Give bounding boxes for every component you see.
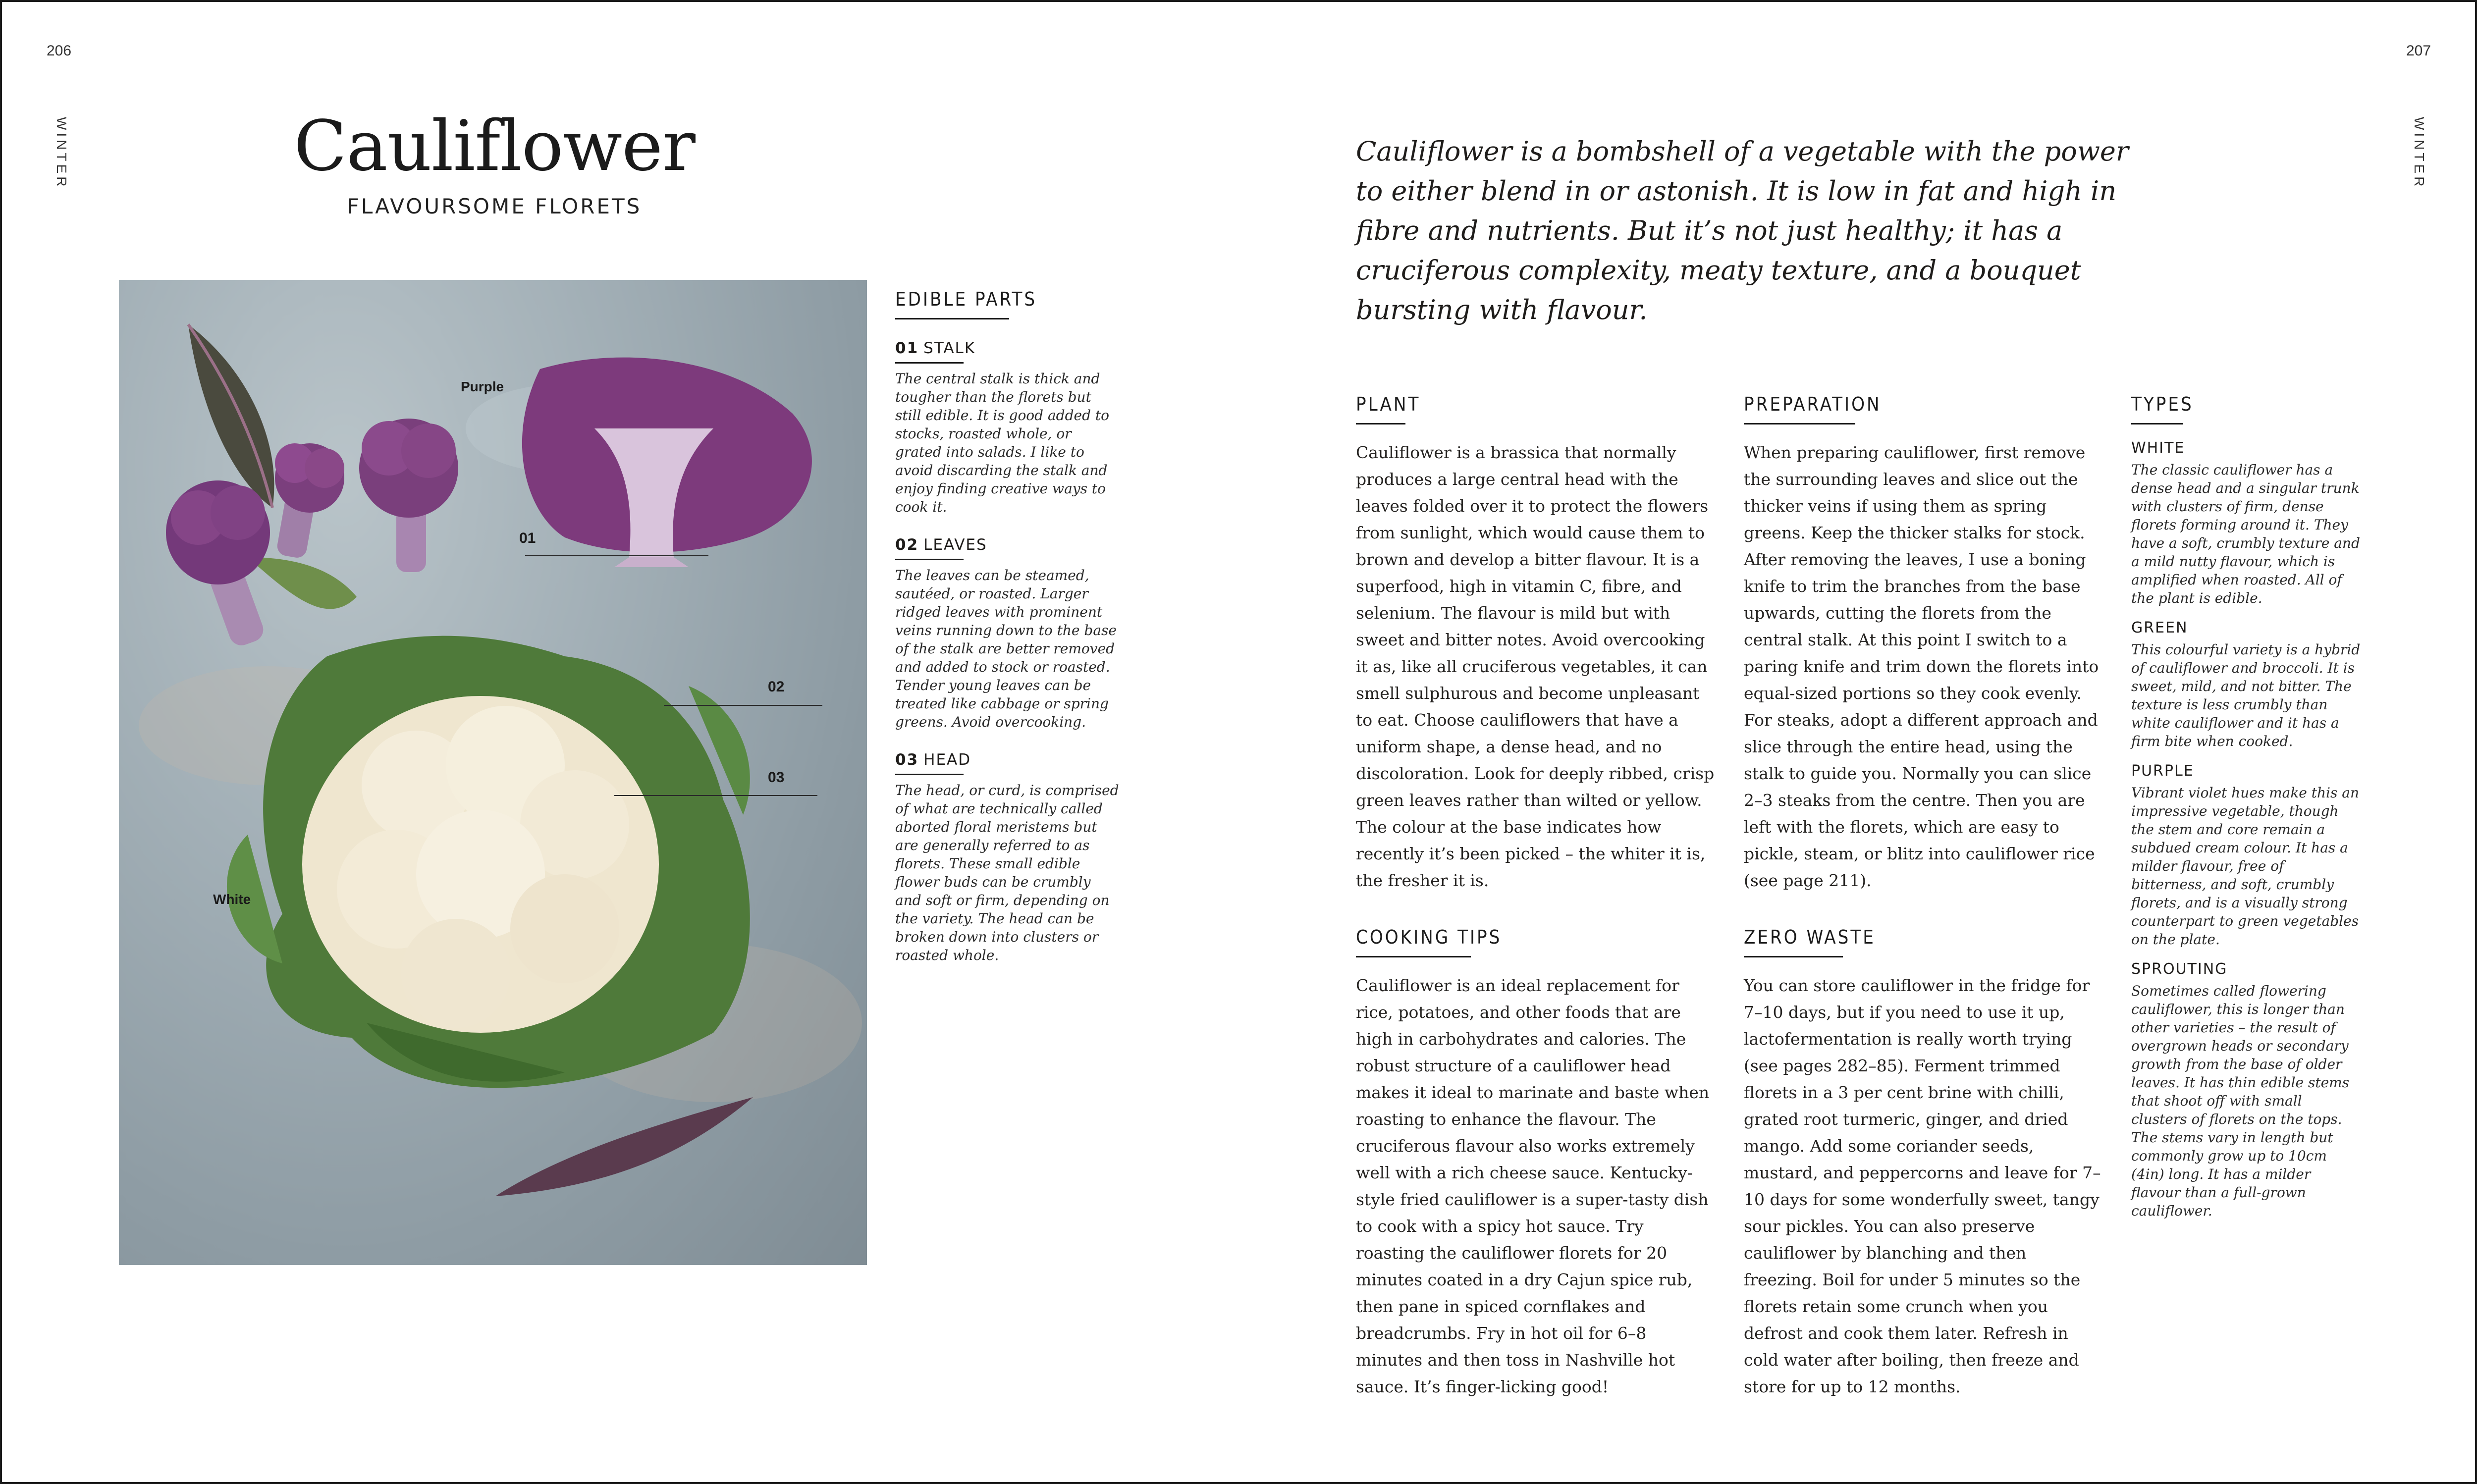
label-purple: Purple [461, 379, 504, 394]
page-title: Cauliflower [294, 106, 695, 187]
zero-waste-heading: ZERO WASTE [1744, 926, 1876, 948]
preparation-text: When preparing cauliflower, first remove the surrounding leaves and slice out the thicker veins if using them as spring greens. Keep the thicker stalks for stock. After removing the leaves, I use a boning knife to trim the branches from the base upwards, cutting the florets from the central stalk. At this point I switch to a paring knife and trim down the florets into equal-sized portions so they cook evenly. For steaks, adopt a different approach and slice through the entire head, using the stalk to guide you. Normally you can slice 2–3 steaks from the centre. Then you are left with the florets, which are easy to pickle, steam, or blitz into cauliflower rice (see page 211). [1744, 443, 2099, 890]
callout-01: 01 [519, 530, 536, 546]
part-rule [895, 559, 964, 560]
purple-leaf [188, 324, 274, 508]
edible-parts-heading: EDIBLE PARTS [895, 288, 1037, 310]
plant-heading: PLANT [1356, 393, 1421, 415]
section-tab-left: WINTER [54, 117, 69, 190]
types-heading: TYPES [2131, 393, 2194, 415]
callout-line-01 [525, 555, 708, 556]
callout-line-02 [664, 705, 822, 706]
callout-line-03 [614, 795, 817, 796]
page-number-right: 207 [2406, 43, 2431, 59]
type-sprouting-heading: SPROUTING [2131, 960, 2228, 978]
zero-waste-section [1744, 926, 2104, 1400]
part-rule [895, 362, 964, 364]
page-number-left: 206 [47, 43, 72, 59]
part-name: STALK [923, 339, 976, 357]
white-curd [302, 696, 659, 1033]
part-stalk-heading [895, 339, 1121, 357]
zero-waste-text: You can store cauliflower in the fridge for 7–10 days, but if you need to use it up, lactofermentation is really worth trying (see pages 282–85). Ferment trimmed florets in a 3 per cent brine with chilli, grated root turmeric, ginger, and dried mango. Add some coriander seeds, mustard, and peppercorns and leave for 7–10 days for some wonderfully sweet, tangy sour pickles. You can also preserve cauliflower by blanching and then freezing. Boil for under 5 minutes so the florets retain some crunch when you defrost and cook them later. Refresh in cold water after boiling, then freeze and store for up to 12 months. [1744, 976, 2101, 1396]
cooking-tips-rule [1356, 956, 1471, 957]
cooking-tips-text: Cauliflower is an ideal replacement for rice, potatoes, and other foods that are high in carbohydrates and calories. The robust structure of a cauliflower head makes it ideal to marinate and baste when roasting to enhance the flavour. The cruciferous flavour also works extremely well with a rich cheese sauce. Kentucky-style fried cauliflower is a super-tasty dish to cook with a spicy hot sauce. Try roasting the cauliflower florets for 20 minutes coated in a dry Cajun spice rub, then pane in spiced cornflakes and breadcrumbs. Fry in hot oil for 6–8 minutes and then toss in Nashville hot sauce. It’s finger-licking good! [1356, 976, 1710, 1396]
plant-section [1356, 393, 1717, 894]
preparation-rule [1744, 423, 1855, 424]
part-name: LEAVES [923, 536, 987, 554]
type-purple-text: Vibrant violet hues make this an impressive vegetable, though the stem and core remain a subdued cream colour. It has a milder flavour, free of bitterness, and soft, crumbly florets, and is a visually strong counterpart to green vegetables on the plate. [2131, 785, 2360, 948]
type-white-text: The classic cauliflower has a dense head and a singular trunk with clusters of firm, dense florets forming around it. They have a soft, crumbly texture and a mild nutty flavour, which is amplified when roasted. All of the plant is edible. [2131, 462, 2360, 606]
purple-floret-medium [359, 419, 458, 572]
callout-03: 03 [768, 769, 785, 786]
preparation-heading: PREPARATION [1744, 393, 1882, 415]
purple-leaf-bottom [495, 1097, 753, 1196]
purple-floret-small [275, 443, 344, 559]
zero-waste-rule [1744, 956, 1843, 957]
plant-rule [1356, 423, 1405, 424]
cooking-tips-section [1356, 926, 1717, 1400]
purple-half-head [522, 358, 812, 567]
type-green-heading: GREEN [2131, 619, 2188, 636]
preparation-section [1744, 393, 2104, 894]
part-name: HEAD [923, 751, 971, 769]
page-subtitle: FLAVOURSOME FLORETS [347, 194, 642, 218]
types-section [2131, 393, 2362, 1220]
cauliflower-illustration [119, 280, 867, 1265]
cooking-tips-heading: COOKING TIPS [1356, 926, 1502, 948]
part-leaves-text: The leaves can be steamed, sautéed, or roasted. Larger ridged leaves with prominent veins running down to the base of the stalk are better removed and added to stock or roasted. Tender young leaves can be treated like cabbage or spring greens. Avoid overcooking. [895, 567, 1117, 730]
part-stalk-text: The central stalk is thick and tougher than the florets but still edible. It is good added to stocks, roasted whole, or grated into salads. I like to avoid discarding the stalk and enjoy finding creative ways to cook it. [895, 371, 1110, 515]
edible-parts-column [895, 288, 1121, 964]
part-head-text: The head, or curd, is comprised of what are technically called aborted floral meristems but are generally referred to as florets. These small edible flower buds can be crumbly and soft or firm, depending on the variety. The head can be broken down into clusters or roasted whole. [895, 782, 1119, 963]
type-white-heading: WHITE [2131, 439, 2185, 457]
types-list [2131, 439, 2362, 1220]
cauliflower-photo [119, 280, 867, 1265]
type-green-text: This colourful variety is a hybrid of cauliflower and broccoli. It is sweet, mild, and not bitter. The texture is less crumbly than white cauliflower and it has a firm bite when cooked. [2131, 641, 2361, 749]
types-rule [2131, 423, 2183, 424]
part-head-heading [895, 751, 1121, 769]
callout-02: 02 [768, 679, 785, 695]
part-number: 02 [895, 536, 919, 554]
part-number: 01 [895, 339, 919, 357]
edible-parts-rule [895, 318, 1009, 319]
intro-paragraph: Cauliflower is a bombshell of a vegetable with the power to either blend in or astonish. It is low in fat and high in fibre and nutrients. But it’s not just healthy; it has a cruciferous complexity, meaty texture, and a bouquet bursting with flavour. [1356, 136, 2129, 325]
type-purple-heading: PURPLE [2131, 762, 2194, 780]
part-leaves-heading [895, 536, 1121, 554]
section-tab-right: WINTER [2412, 117, 2427, 190]
type-sprouting-text: Sometimes called flowering cauliflower, this is longer than other varieties – the result of overgrown heads or secondary growth from the base of older leaves. It has thin edible stems that shoot off with small clusters of florets on the tops. The stems vary in length but commonly grow up to 10cm (4in) long. It has a milder flavour than a full-grown cauliflower. [2131, 983, 2350, 1219]
part-rule [895, 774, 964, 775]
part-number: 03 [895, 751, 919, 769]
plant-text: Cauliflower is a brassica that normally produces a large central head with the leaves folded over it to protect the flowers from sunlight, which would cause them to brown and develop a bitter flavour. It is a superfood, high in vitamin C, fibre, and selenium. The flavour is mild but with sweet and bitter notes. Avoid overcooking it as, like all cruciferous vegetables, it can smell sulphurous and become unpleasant to eat. Choose cauliflowers that have a uniform shape, a dense head, and no discoloration. Look for deeply ribbed, crisp green leaves rather than wilted or yellow. The colour at the base indicates how recently it’s been picked – the whiter it is, the fresher it is. [1356, 443, 1715, 890]
label-white: White [213, 892, 251, 907]
